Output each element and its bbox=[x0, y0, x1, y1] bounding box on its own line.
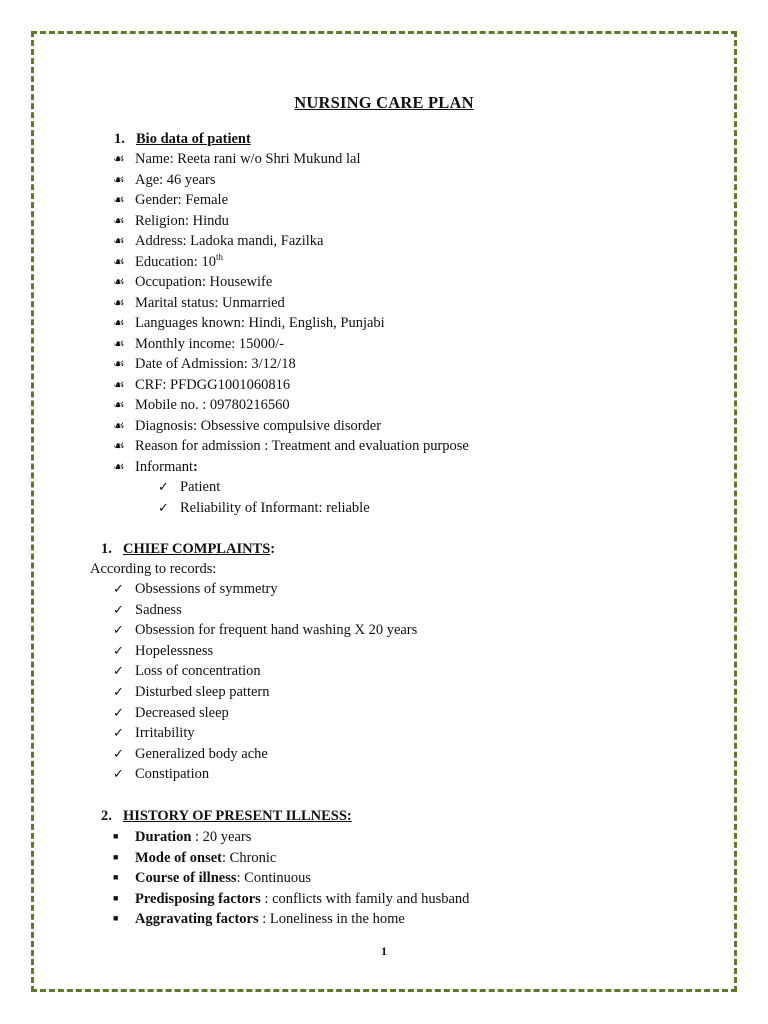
list-item-text: Sadness bbox=[135, 601, 182, 618]
list-item-label: Duration bbox=[135, 829, 192, 845]
leaf-bullet-icon: ☙ bbox=[113, 417, 125, 433]
check-icon: ✓ bbox=[158, 499, 169, 515]
check-icon: ✓ bbox=[113, 684, 124, 699]
leaf-bullet-icon: ☙ bbox=[113, 438, 125, 453]
page-number: 1 bbox=[381, 944, 387, 958]
square-bullet-icon: ■ bbox=[113, 913, 119, 924]
list-item bbox=[113, 682, 270, 702]
check-icon: ✓ bbox=[113, 766, 124, 782]
list-item bbox=[113, 272, 272, 292]
section-heading: CHIEF COMPLAINTS bbox=[123, 541, 271, 557]
leaf-bullet-icon: ☙ bbox=[113, 315, 125, 330]
heading-colon: : bbox=[270, 541, 276, 557]
list-item-text: Reliability of Informant: reliable bbox=[180, 499, 370, 516]
informant-colon: : bbox=[192, 458, 198, 475]
list-item bbox=[113, 723, 195, 743]
check-icon: ✓ bbox=[113, 642, 124, 658]
check-icon: ✓ bbox=[113, 622, 124, 638]
list-item-value: : Loneliness in the home bbox=[258, 911, 405, 928]
list-item bbox=[113, 293, 285, 313]
list-item bbox=[113, 764, 209, 784]
check-icon: ✓ bbox=[113, 725, 124, 741]
section-heading: Bio data of patient bbox=[136, 131, 251, 147]
list-item-text: Diagnosis: Obsessive compulsive disorder bbox=[135, 417, 382, 434]
list-item bbox=[113, 600, 182, 620]
list-item bbox=[113, 744, 268, 764]
list-item-text: Reason for admission : Treatment and evaluation purpose bbox=[135, 438, 469, 454]
list-item-value: : Chronic bbox=[222, 849, 277, 866]
list-item-text: Obsessions of symmetry bbox=[135, 581, 278, 597]
list-item-text: Date of Admission: 3/12/18 bbox=[135, 356, 296, 372]
list-item-text: Occupation: Housewife bbox=[135, 274, 273, 290]
list-item-label: Aggravating factors bbox=[135, 911, 259, 928]
section-number: 1. bbox=[114, 131, 125, 147]
list-item bbox=[113, 908, 405, 929]
square-bullet-icon: ■ bbox=[113, 892, 119, 903]
list-item bbox=[113, 190, 228, 210]
section-history-heading bbox=[101, 806, 352, 826]
leaf-bullet-icon: ☙ bbox=[113, 151, 125, 166]
check-icon: ✓ bbox=[113, 704, 124, 720]
check-icon: ✓ bbox=[113, 601, 124, 617]
list-item bbox=[113, 579, 278, 599]
leaf-bullet-icon: ☙ bbox=[113, 335, 125, 351]
list-item bbox=[113, 375, 290, 395]
list-item bbox=[113, 847, 276, 868]
list-item-text: Marital status: Unmarried bbox=[135, 294, 285, 311]
list-item bbox=[113, 620, 417, 640]
leaf-bullet-icon: ☙ bbox=[113, 233, 125, 248]
list-item-text: Hopelessness bbox=[135, 642, 214, 659]
list-item bbox=[113, 149, 361, 169]
list-item-text: Obsession for frequent hand washing X 20 years bbox=[135, 622, 418, 639]
list-item-text: Name: Reeta rani w/o Shri Mukund lal bbox=[135, 151, 361, 167]
list-item-text: Informant bbox=[135, 458, 193, 475]
list-item-text: Loss of concentration bbox=[135, 663, 261, 680]
list-item bbox=[113, 354, 296, 374]
sub-list-item bbox=[158, 498, 370, 518]
superscript: th bbox=[215, 251, 223, 262]
list-item bbox=[113, 457, 198, 477]
leaf-bullet-icon: ☙ bbox=[113, 212, 125, 228]
list-item bbox=[113, 661, 261, 681]
section-number: 2. bbox=[101, 808, 112, 824]
leaf-bullet-icon: ☙ bbox=[113, 458, 125, 474]
list-item bbox=[113, 826, 251, 847]
section-number: 1. bbox=[101, 541, 112, 557]
check-icon: ✓ bbox=[113, 745, 124, 761]
leaf-bullet-icon: ☙ bbox=[113, 171, 125, 187]
square-bullet-icon: ■ bbox=[113, 831, 119, 841]
check-icon: ✓ bbox=[113, 581, 124, 596]
list-item-value: : 20 years bbox=[191, 829, 252, 845]
list-item bbox=[113, 888, 469, 909]
leaf-bullet-icon: ☙ bbox=[113, 274, 125, 289]
list-item-text: Generalized body ache bbox=[135, 745, 268, 762]
list-item bbox=[113, 313, 385, 333]
list-item-text: Irritability bbox=[135, 725, 195, 742]
list-item-text: Address: Ladoka mandi, Fazilka bbox=[135, 233, 324, 249]
leaf-bullet-icon: ☙ bbox=[113, 253, 125, 269]
page-title: NURSING CARE PLAN bbox=[294, 93, 474, 112]
list-item-label: Course of illness bbox=[135, 870, 237, 887]
sub-list-item bbox=[158, 477, 220, 497]
list-item-text: Education: 10 bbox=[135, 253, 216, 270]
list-item bbox=[113, 641, 213, 661]
list-item-text: Monthly income: 15000/- bbox=[135, 335, 285, 352]
list-item bbox=[113, 703, 229, 723]
list-item bbox=[113, 231, 323, 251]
list-item-value: : conflicts with family and husband bbox=[260, 890, 470, 907]
leaf-bullet-icon: ☙ bbox=[113, 376, 125, 392]
list-item-label: Predisposing factors bbox=[135, 890, 261, 907]
list-item bbox=[113, 334, 284, 354]
list-item-text: Mobile no. : 09780216560 bbox=[135, 397, 290, 413]
list-item-text: Patient bbox=[180, 479, 221, 495]
section-intro: According to records: bbox=[90, 561, 217, 577]
list-item bbox=[113, 867, 311, 888]
leaf-bullet-icon: ☙ bbox=[113, 192, 125, 207]
list-item-text: Age: 46 years bbox=[135, 171, 216, 188]
section-chief-complaints-heading bbox=[101, 539, 275, 559]
list-item-value: : Continuous bbox=[236, 870, 312, 887]
list-item bbox=[113, 395, 290, 415]
section-bio-data-heading bbox=[114, 129, 251, 149]
list-item-text: Constipation bbox=[135, 766, 210, 783]
list-item-text: Languages known: Hindi, English, Punjabi bbox=[135, 315, 385, 331]
list-item-text: Decreased sleep bbox=[135, 704, 229, 721]
list-item bbox=[113, 416, 381, 436]
list-item-text: Religion: Hindu bbox=[135, 212, 229, 229]
leaf-bullet-icon: ☙ bbox=[113, 294, 125, 310]
square-bullet-icon: ■ bbox=[113, 851, 119, 862]
list-item bbox=[113, 252, 223, 272]
list-item bbox=[113, 211, 229, 231]
check-icon: ✓ bbox=[158, 479, 169, 494]
list-item bbox=[113, 436, 469, 456]
leaf-bullet-icon: ☙ bbox=[113, 397, 125, 412]
list-item bbox=[113, 170, 216, 190]
list-item-text: CRF: PFDGG1001060816 bbox=[135, 376, 291, 393]
list-item-label: Mode of onset bbox=[135, 849, 222, 866]
list-item-text: Gender: Female bbox=[135, 192, 229, 208]
leaf-bullet-icon: ☙ bbox=[113, 356, 125, 371]
square-bullet-icon: ■ bbox=[113, 872, 119, 883]
check-icon: ✓ bbox=[113, 663, 124, 679]
section-heading: HISTORY OF PRESENT ILLNESS: bbox=[123, 808, 352, 824]
list-item-text: Disturbed sleep pattern bbox=[135, 684, 270, 700]
